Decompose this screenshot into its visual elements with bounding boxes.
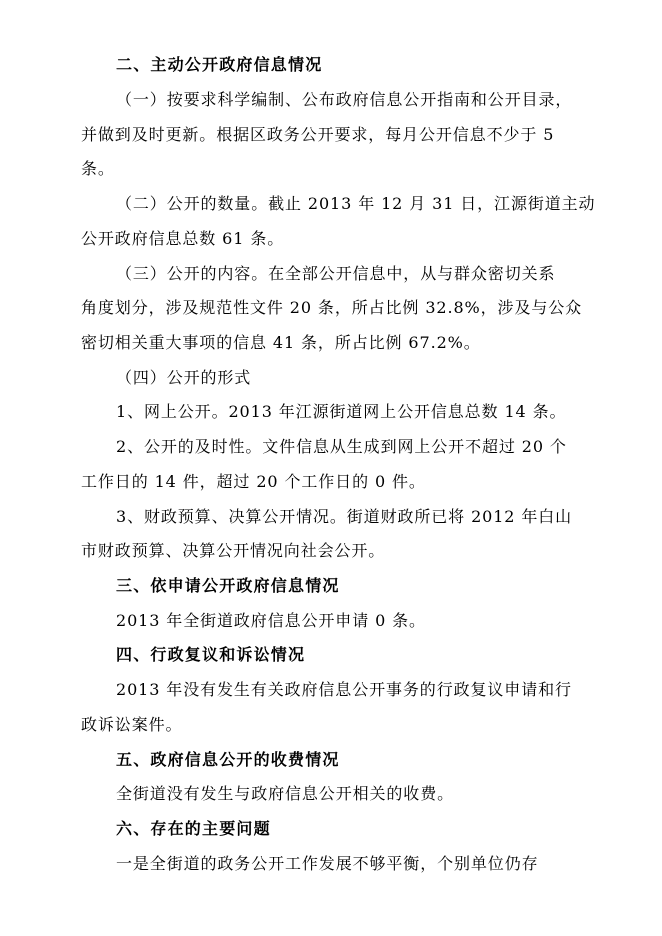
paragraph-line: 密切相关重大事项的信息 41 条，所占比例 67.2%。 <box>81 333 481 352</box>
paragraph-line: 1、网上公开。2013 年江源街道网上公开信息总数 14 条。 <box>116 402 567 421</box>
paragraph-line: 角度划分，涉及规范性文件 20 条，所占比例 32.8%，涉及与公众 <box>81 298 583 317</box>
paragraph-line: 3、财政预算、决算公开情况。街道财政所已将 2012 年白山 <box>116 507 573 526</box>
paragraph-line: 2013 年没有发生有关政府信息公开事务的行政复议申请和行 <box>116 680 572 699</box>
paragraph-line: 政诉讼案件。 <box>81 715 183 734</box>
paragraph-line: 公开政府信息总数 61 条。 <box>81 229 285 248</box>
paragraph-line: 2、公开的及时性。文件信息从生成到网上公开不超过 20 个 <box>116 437 567 456</box>
paragraph-line: 条。 <box>81 159 115 178</box>
section-heading-6: 六、存在的主要问题 <box>116 819 271 838</box>
section-heading-2: 二、主动公开政府信息情况 <box>116 55 323 74</box>
section-heading-3: 三、依申请公开政府信息情况 <box>116 576 340 595</box>
paragraph-line: （三）公开的内容。在全部公开信息中，从与群众密切关系 <box>116 264 556 283</box>
paragraph-line: 市财政预算、决算公开情况向社会公开。 <box>81 541 386 560</box>
paragraph-line: （四）公开的形式 <box>116 368 252 387</box>
section-heading-5: 五、政府信息公开的收费情况 <box>116 750 340 769</box>
paragraph-line: 一是全街道的政务公开工作发展不够平衡，个别单位仍存 <box>116 854 539 873</box>
paragraph-line: （一）按要求科学编制、公布政府信息公开指南和公开目录， <box>116 90 573 109</box>
paragraph-line: 工作日的 14 件，超过 20 个工作日的 0 件。 <box>81 472 426 491</box>
paragraph-line: 并做到及时更新。根据区政务公开要求，每月公开信息不少于 5 <box>81 125 555 144</box>
paragraph-line: 2013 年全街道政府信息公开申请 0 条。 <box>116 611 426 630</box>
section-heading-4: 四、行政复议和诉讼情况 <box>116 645 306 664</box>
paragraph-line: （二）公开的数量。截止 2013 年 12 月 31 日，江源街道主动 <box>116 194 596 213</box>
paragraph-line: 全街道没有发生与政府信息公开相关的收费。 <box>116 784 455 803</box>
